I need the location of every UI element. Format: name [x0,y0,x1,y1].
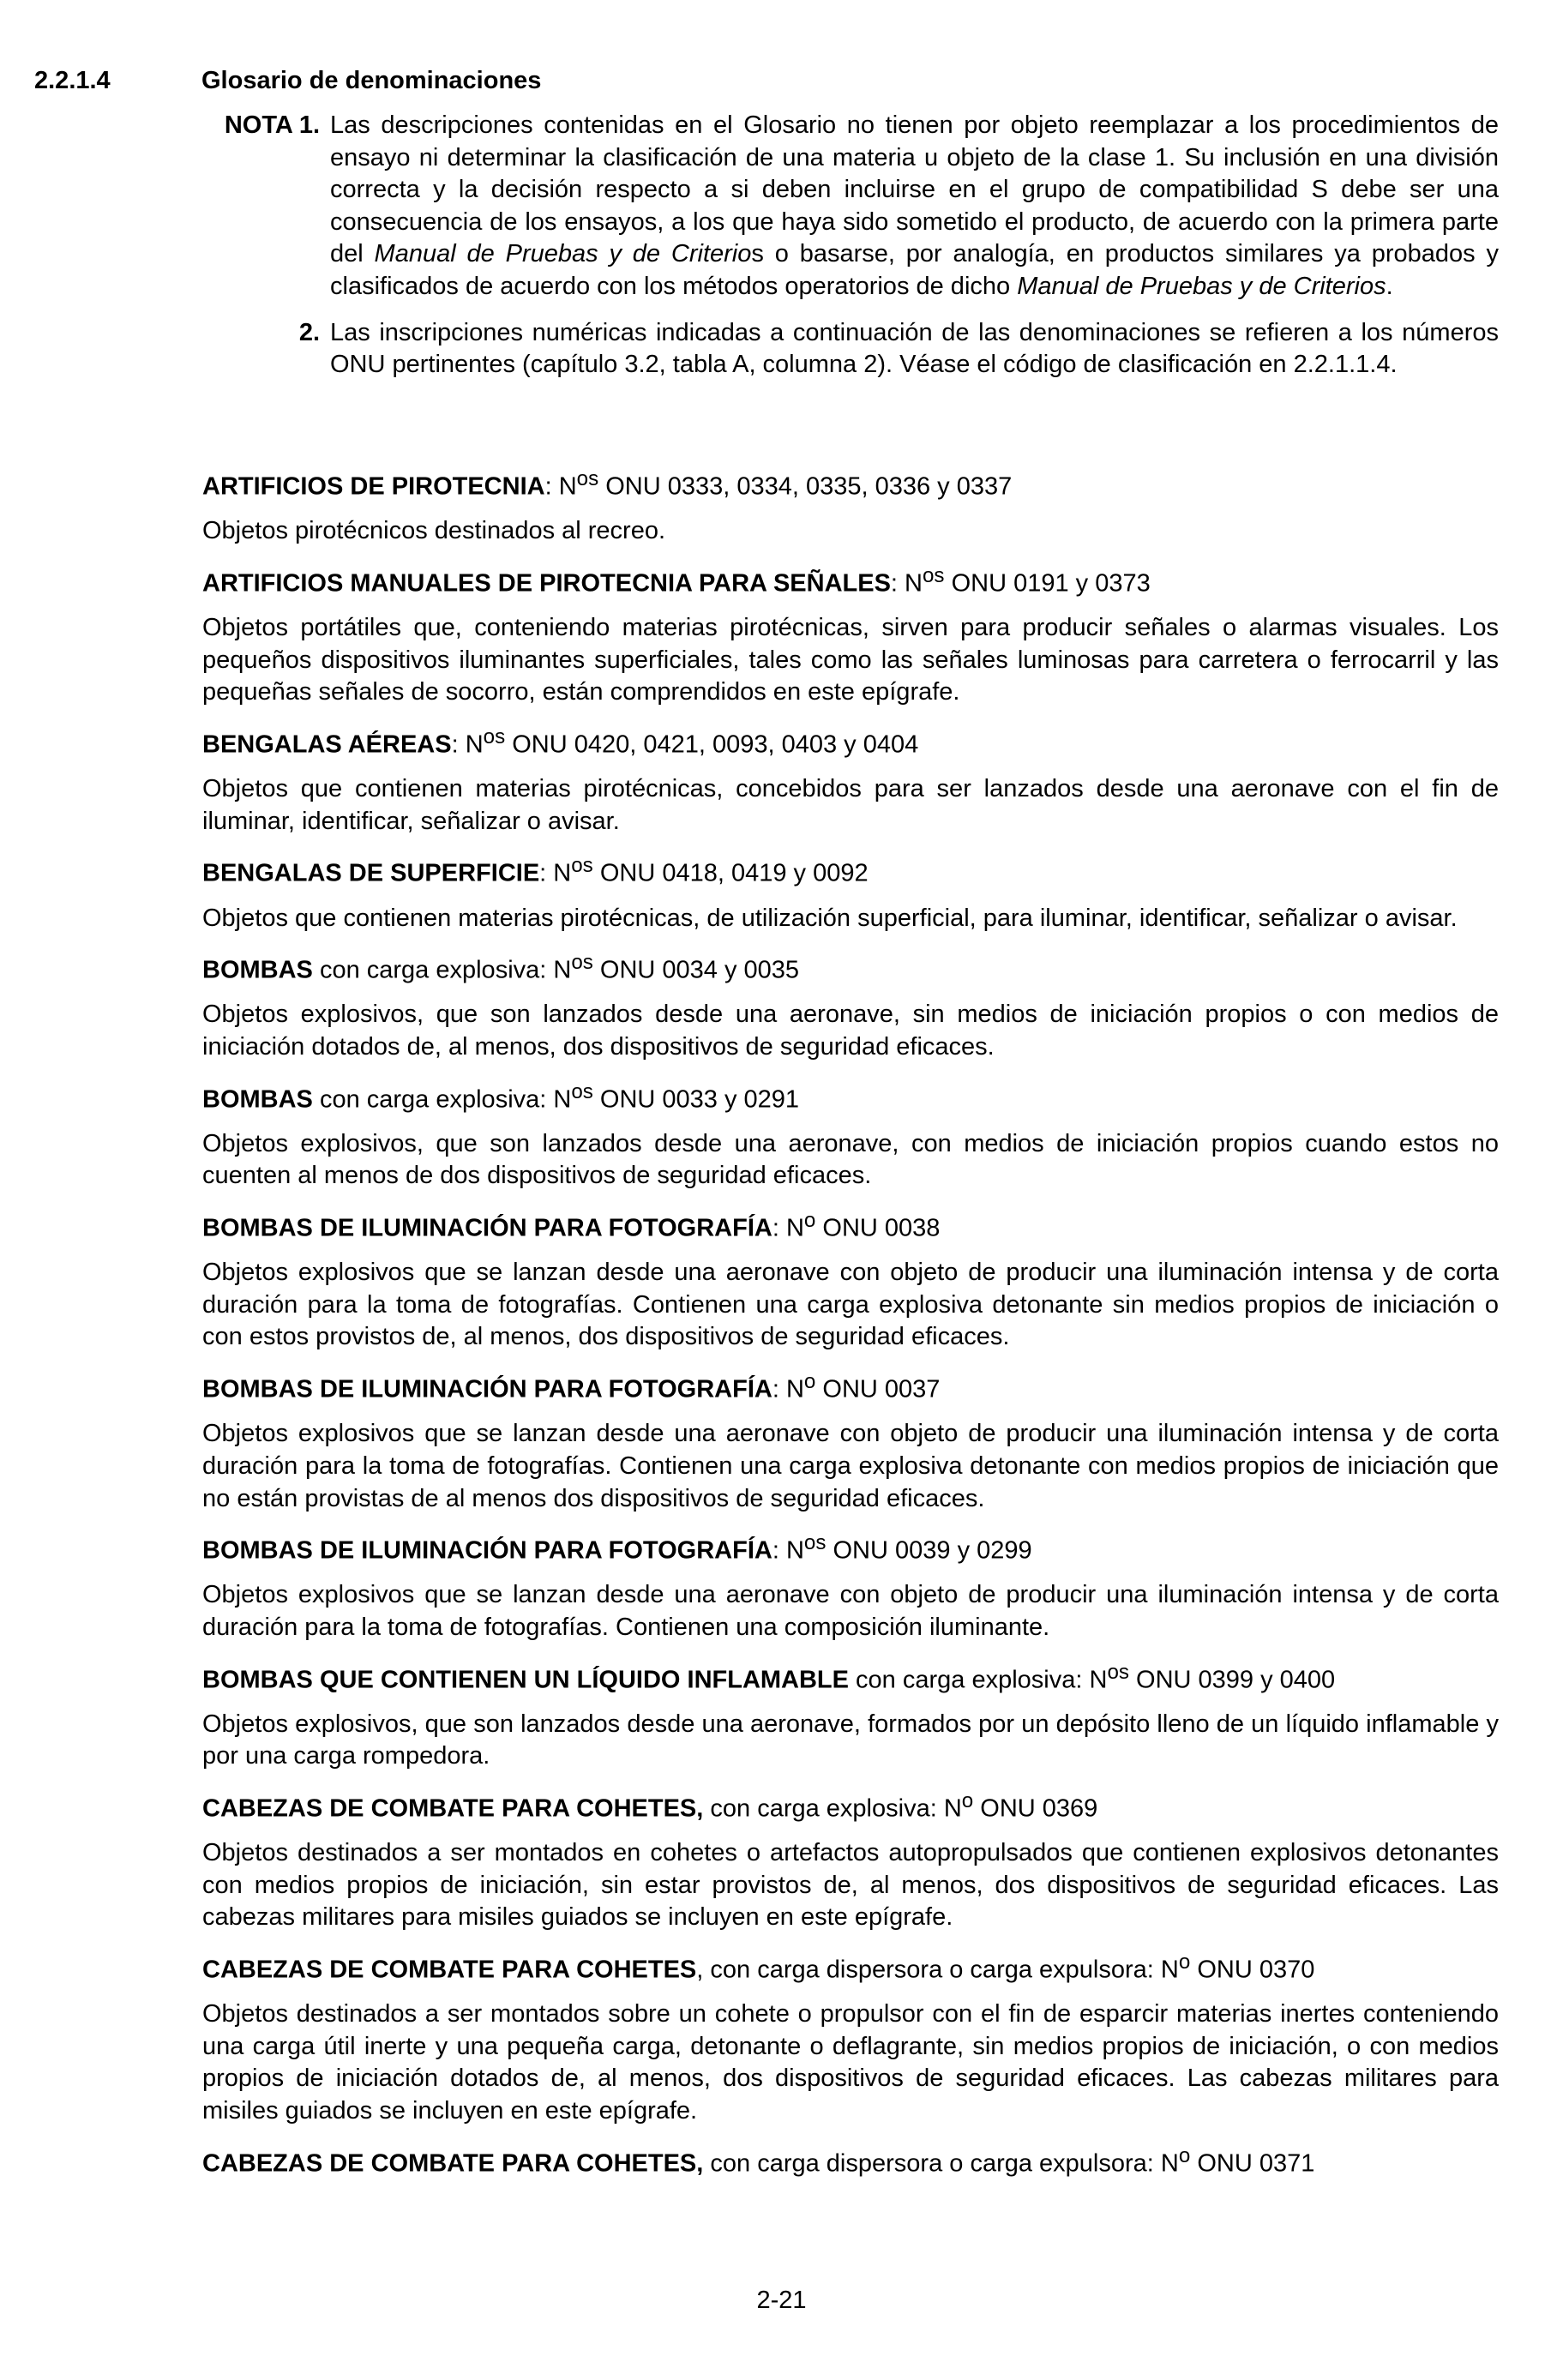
glossary-entry [202,1076,1499,1193]
entry-separator: : [929,1794,944,1823]
section-heading [34,67,541,95]
glossary-entry [202,1946,1499,2128]
entry-un-numbers: ONU 0418, 0419 y 0092 [592,859,869,887]
entry-heading [202,1366,1499,1406]
entry-un-numbers: ONU 0369 [973,1794,1098,1823]
entry-no-prefix: N [553,1085,572,1114]
entry-term: BENGALAS DE SUPERFICIE [202,859,540,887]
entry-description: Objetos explosivos, que son lanzados desde una aeronave, formados por un depósito lleno de un líquido inflamable y por una carga rompedora. [202,1710,1499,1770]
entry-separator: : [1075,1666,1090,1694]
entry-heading [202,1946,1499,1986]
entry-term: CABEZAS DE COMBATE PARA COHETES [202,1956,697,1984]
glossary-entry [202,463,1499,548]
entry-no-superscript: os [483,724,506,748]
entry-un-numbers: ONU 0370 [1190,1956,1315,1984]
note-label: NOTA 1. [224,111,320,139]
entry-separator: : [544,472,559,501]
entry-heading [202,721,1499,761]
entry-description: Objetos explosivos, que son lanzados desde una aeronave, con medios de iniciación propios cuando estos no cuenten al menos de dos dispositivos de seguridad eficaces. [202,1129,1499,1190]
entry-description: Objetos explosivos, que son lanzados desde una aeronave, sin medios de iniciación propios o con medios de iniciación dotados de, al menos, dos dispositivos de seguridad eficaces. [202,1001,1499,1061]
entry-heading [202,463,1499,503]
entry-heading [202,1076,1499,1116]
note-italic-title: Manual de Pruebas y de Criterios [1017,272,1386,300]
entry-heading [202,850,1499,890]
entry-no-prefix: N [785,1375,804,1403]
entry-description: Objetos que contienen materias pirotécnicas, de utilización superficial, para iluminar, identificar, señalizar o avisar. [202,904,1458,932]
entry-no-superscript: os [571,951,593,975]
entry-heading [202,947,1499,987]
entry-separator: : [772,1375,786,1403]
notes-block [202,110,1499,395]
entry-un-numbers: ONU 0037 [815,1375,941,1403]
glossary-entry [202,850,1499,935]
page-number: 2-21 [756,2287,807,2314]
entry-term: BOMBAS DE ILUMINACIÓN PARA FOTOGRAFÍA [202,1536,772,1565]
note-item [202,110,1499,304]
entry-qualifier: con carga explosiva [849,1666,1076,1694]
entry-description: Objetos que contienen materias pirotécnicas, concebidos para ser lanzados desde una aeronave con el fin de iluminar, identificar, señalizar o avisar. [202,775,1499,835]
entry-term: ARTIFICIOS DE PIROTECNIA [202,472,545,501]
entry-qualifier: con carga explosiva [312,1085,540,1114]
entry-term: BOMBAS DE ILUMINACIÓN PARA FOTOGRAFÍA [202,1214,772,1242]
glossary-entry [202,1785,1499,1934]
note-text [330,317,1499,382]
entry-no-prefix: N [943,1794,962,1823]
entry-un-numbers: ONU 0333, 0334, 0335, 0336 y 0337 [598,472,1013,501]
note-italic-title: Manual de Pruebas y de Criterio [374,240,752,268]
entry-term: BOMBAS [202,1085,313,1114]
entry-description: Objetos explosivos que se lanzan desde una aeronave con objeto de producir una iluminación intensa y de corta duración para la toma de fotografías. Contienen una composición iluminante. [202,1581,1499,1641]
entry-heading [202,1656,1499,1697]
entry-separator: : [1146,2149,1161,2178]
entry-no-prefix: N [785,1214,804,1242]
glossary-entry [202,1366,1499,1515]
entry-qualifier: con carga explosiva [312,956,540,984]
glossary-entry [202,1527,1499,1644]
entry-separator: : [539,859,554,887]
entry-description: Objetos destinados a ser montados en cohetes o artefactos autopropulsados que contienen explosivos detonantes con medios propios de iniciación, sin estar provistos de, al menos, dos dispositivos de seguridad eficaces. Las cabezas militares para misiles guiados se incluyen en este epígrafe. [202,1839,1499,1932]
entry-description: Objetos destinados a ser montados sobre un cohete o propulsor con el fin de esparcir materias inertes conteniendo una carga útil inerte y una pequeña carga, detonante o deflagrante, sin medios propios de iniciación, o con medios propios de iniciación dotados de, al menos, dos dispositivos de seguridad eficaces. Las cabezas militares para misiles guiados se incluyen en este epígrafe. [202,2000,1499,2125]
entry-no-prefix: N [558,472,577,501]
entry-no-superscript: os [571,1079,593,1103]
entry-term: ARTIFICIOS MANUALES DE PIROTECNIA PARA SEÑALES [202,569,891,598]
entry-heading [202,1205,1499,1245]
entry-no-superscript: o [961,1788,974,1812]
glossary-entry [202,1656,1499,1773]
glossary-entry [202,560,1499,709]
entry-un-numbers: ONU 0420, 0421, 0093, 0403 y 0404 [505,730,919,759]
entry-term: BOMBAS DE ILUMINACIÓN PARA FOTOGRAFÍA [202,1375,772,1403]
entry-separator: : [539,956,554,984]
entry-un-numbers: ONU 0191 y 0373 [944,569,1151,598]
glossary-entry [202,947,1499,1063]
entry-separator: : [1146,1956,1161,1984]
section-title: Glosario de denominaciones [201,67,542,94]
entry-un-numbers: ONU 0034 y 0035 [592,956,800,984]
entry-separator: : [890,569,905,598]
entry-un-numbers: ONU 0371 [1190,2149,1315,2178]
note-text-segment: Las descripciones contenidas en el Glosario no tienen por objeto reemplazar a los procedimientos de ensayo ni determinar la clasificación de una materia u objeto de la clase 1. Su inclusión en una división correcta y la decisión respecto a si deben incluirse en el grupo de compatibilidad S debe ser una consecuencia de los ensayos, a los que haya sido sometido el producto, de acuerdo con la primera parte del [330,111,1499,268]
entry-separator: : [772,1214,786,1242]
entry-no-superscript: os [803,1531,827,1555]
note-text-segment: s o basarse, por analogía, en productos similares ya probados y clasificados de acuerdo con los métodos operatorios de dicho [330,240,1499,300]
entry-un-numbers: ONU 0039 y 0299 [826,1536,1032,1565]
entry-term: CABEZAS DE COMBATE PARA COHETES, [202,2149,704,2178]
entry-un-numbers: ONU 0399 y 0400 [1128,1666,1336,1694]
entry-no-superscript: o [803,1370,816,1394]
entry-term: CABEZAS DE COMBATE PARA COHETES, [202,1794,704,1823]
entry-no-prefix: N [785,1536,804,1565]
entry-term: BENGALAS AÉREAS [202,730,452,759]
entry-separator: : [772,1536,786,1565]
entry-no-superscript: os [923,563,945,587]
glossary-entry [202,721,1499,838]
entry-heading [202,1527,1499,1567]
entry-no-superscript: os [571,854,593,878]
entry-description: Objetos explosivos que se lanzan desde una aeronave con objeto de producir una iluminación intensa y de corta duración para la toma de fotografías. Contienen una carga explosiva detonante sin medios propios de iniciación o con estos provistos de, al menos, dos dispositivos de seguridad eficaces. [202,1259,1499,1351]
entry-no-prefix: N [465,730,484,759]
entry-no-prefix: N [553,956,572,984]
entry-heading [202,2140,1499,2180]
entry-no-superscript: o [1178,2143,1191,2167]
glossary-entry [202,2140,1499,2180]
glossary-entries [202,463,1499,2192]
entry-qualifier: con carga dispersora o carga expulsora [703,2149,1147,2178]
entry-description: Objetos pirotécnicos destinados al recreo. [202,517,666,545]
entry-qualifier: con carga explosiva [703,1794,930,1823]
entry-description: Objetos portátiles que, conteniendo materias pirotécnicas, sirven para producir señales o alarmas visuales. Los pequeños dispositivos iluminantes superficiales, tales como las señales luminosas para carretera o ferrocarril y las pequeñas señales de socorro, están comprendidos en este epígrafe. [202,614,1499,706]
entry-separator: : [451,730,466,759]
entry-qualifier: , con carga dispersora o carga expulsora [696,1956,1147,1984]
entry-no-superscript: os [576,467,599,490]
entry-term: BOMBAS QUE CONTIENEN UN LÍQUIDO INFLAMABLE [202,1666,849,1694]
entry-no-superscript: o [803,1209,816,1233]
entry-separator: : [539,1085,554,1114]
entry-un-numbers: ONU 0033 y 0291 [592,1085,800,1114]
entry-no-prefix: N [1160,2149,1179,2178]
entry-heading [202,560,1499,600]
entry-no-prefix: N [1160,1956,1179,1984]
note-text [330,110,1499,304]
entry-no-superscript: o [1178,1950,1191,1974]
entry-no-superscript: os [1107,1660,1129,1684]
section-number: 2.2.1.4 [34,67,111,94]
glossary-entry [202,1205,1499,1354]
entry-heading [202,1785,1499,1825]
note-item [202,317,1499,382]
note-label: 2. [298,318,320,346]
entry-no-prefix: N [1089,1666,1108,1694]
entry-term: BOMBAS [202,956,313,984]
note-text-segment: Las inscripciones numéricas indicadas a continuación de las denominaciones se refieren a los números ONU pertinentes (capítulo 3.2, tabla A, columna 2). Véase el código de clasificación en 2.2.1.1.4. [330,318,1499,379]
note-text-segment: . [1386,272,1393,300]
entry-un-numbers: ONU 0038 [815,1214,941,1242]
entry-no-prefix: N [553,859,572,887]
entry-no-prefix: N [905,569,923,598]
entry-description: Objetos explosivos que se lanzan desde una aeronave con objeto de producir una iluminación intensa y de corta duración para la toma de fotografías. Contienen una carga explosiva detonante con medios propios de iniciación que no están provistas de al menos dos dispositivos de seguridad eficaces. [202,1420,1499,1512]
